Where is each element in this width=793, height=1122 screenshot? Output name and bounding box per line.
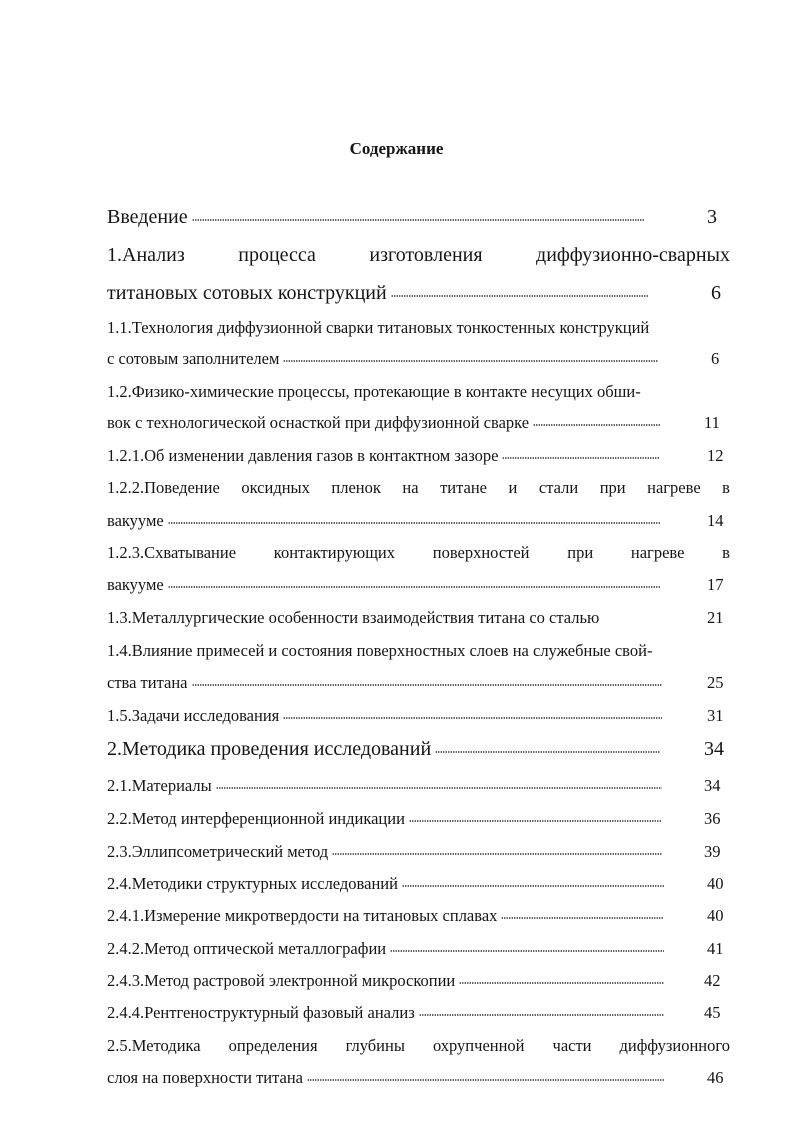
toc-entry-text: 2.4.Методики структурных исследований xyxy=(107,874,398,893)
toc-entry-chapter-1-line-2[interactable] xyxy=(107,277,730,305)
toc-entry-text: 2.1.Материалы xyxy=(107,776,212,795)
toc-word: оксидных xyxy=(241,478,310,497)
toc-word: титане xyxy=(440,478,488,497)
toc-word: диффузионно-сварных xyxy=(536,244,730,266)
toc-entry-text: 2.2.Метод интерференционной индикации xyxy=(107,809,405,828)
toc-entry-1-4-line-2[interactable] xyxy=(107,669,730,693)
toc-word: при xyxy=(599,478,626,497)
toc-word: процесса xyxy=(238,244,316,266)
toc-entry-2-4-3[interactable] xyxy=(107,967,730,991)
page-number: 25 xyxy=(707,673,724,692)
page-number: 46 xyxy=(707,1068,724,1087)
toc-entry-1-3[interactable] xyxy=(107,604,730,628)
leader-dots xyxy=(402,883,664,889)
toc-entry-text: 2.Методика проведения исследований xyxy=(107,738,432,760)
toc-entry-1-1-line-1[interactable] xyxy=(107,314,730,338)
toc-entry-1-2-3-line-2[interactable] xyxy=(107,571,730,595)
page-number: 42 xyxy=(704,971,721,990)
toc-entry-1-2-line-1[interactable] xyxy=(107,378,730,402)
toc-entry-text: вок с технологической оснасткой при диффузионной сварке xyxy=(107,413,530,432)
page-number: 17 xyxy=(707,575,724,594)
toc-entry-1-4-line-1[interactable] xyxy=(107,637,730,661)
leader-dots xyxy=(391,293,648,299)
toc-entry-2-4[interactable] xyxy=(107,870,730,894)
toc-word: нагреве xyxy=(647,478,701,497)
toc-word: части xyxy=(552,1036,592,1055)
toc-entry-text: 2.3.Эллипсометрический метод xyxy=(107,842,329,861)
leader-dots xyxy=(216,785,662,791)
toc-entry-text: 2.4.4.Рентгеноструктурный фазовый анализ xyxy=(107,1003,415,1022)
toc-entry-text: вакууме xyxy=(107,511,164,530)
page-number: 11 xyxy=(704,413,720,432)
toc-entry-1-2-2-line-1[interactable] xyxy=(107,474,730,498)
toc-entry-text: 2.4.1.Измерение микротвердости на титановых сплавах xyxy=(107,906,498,925)
toc-entry-text: слоя на поверхности титана xyxy=(107,1068,303,1087)
toc-entry-1-2-2-line-2[interactable] xyxy=(107,507,730,531)
toc-entry-2-3[interactable] xyxy=(107,838,730,862)
leader-dots xyxy=(501,915,664,921)
toc-word: при xyxy=(567,543,594,562)
toc-entry-2-1[interactable] xyxy=(107,772,730,796)
toc-word: определения xyxy=(228,1036,318,1055)
toc-word: 1.2.2.Поведение xyxy=(107,478,220,497)
toc-entry-2-5-line-1[interactable] xyxy=(107,1032,730,1056)
page-number: 40 xyxy=(707,906,724,925)
toc-entry-1-2-3-line-1[interactable] xyxy=(107,539,730,563)
page-number: 31 xyxy=(707,706,724,725)
page-number: 41 xyxy=(707,939,724,958)
leader-dots xyxy=(419,1012,664,1018)
toc-entry-text: 2.4.3.Метод растровой электронной микроскопии xyxy=(107,971,456,990)
toc-word: в xyxy=(722,543,730,562)
leader-dots xyxy=(192,217,645,223)
leader-dots xyxy=(332,851,662,857)
page-title: Содержание xyxy=(349,139,444,158)
toc-entry-1-2-line-2[interactable] xyxy=(107,409,730,433)
page-number: 21 xyxy=(707,608,724,627)
toc-word: и xyxy=(508,478,518,497)
toc-entry-text: 2.4.2.Метод оптической металлографии xyxy=(107,939,387,958)
leader-dots xyxy=(502,455,660,461)
toc-entry-introduction[interactable] xyxy=(107,201,730,229)
leader-dots xyxy=(409,818,662,824)
toc-entry-text: 1.5.Задачи исследования xyxy=(107,706,280,725)
toc-entry-1-5[interactable] xyxy=(107,702,730,726)
leader-dots xyxy=(459,980,664,986)
leader-dots xyxy=(307,1077,664,1083)
toc-word: охрупченной xyxy=(432,1036,525,1055)
toc-entry-2-4-2[interactable] xyxy=(107,935,730,959)
leader-dots xyxy=(390,948,664,954)
toc-entry-text: титановых сотовых конструкций xyxy=(107,282,387,304)
leader-dots xyxy=(283,715,662,721)
page-number: 34 xyxy=(704,738,724,760)
leader-dots xyxy=(168,584,660,590)
leader-dots xyxy=(283,358,658,364)
toc-entry-text: с сотовым заполнителем xyxy=(107,349,280,368)
page-number: 6 xyxy=(711,282,721,304)
toc-word: диффузионного xyxy=(619,1036,730,1055)
toc-word: на xyxy=(402,478,419,497)
toc-word: поверхностей xyxy=(432,543,530,562)
page-number: 3 xyxy=(707,206,717,228)
toc-entry-text: 1.3.Металлургические особенности взаимодействия титана со сталью xyxy=(107,608,600,627)
toc-entry-text: 1.4.Влияние примесей и состояния поверхностных слоев на служебные свой- xyxy=(107,641,653,660)
page-number: 14 xyxy=(707,511,724,530)
page-number: 34 xyxy=(704,776,721,795)
leader-dots xyxy=(192,682,663,688)
toc-entry-chapter-1-line-1[interactable] xyxy=(107,239,730,267)
page-number: 40 xyxy=(707,874,724,893)
toc-word: глубины xyxy=(345,1036,405,1055)
toc-word: в xyxy=(722,478,730,497)
page-number: 36 xyxy=(704,809,721,828)
toc-entry-2-5-line-2[interactable] xyxy=(107,1064,730,1088)
leader-dots xyxy=(168,520,660,526)
toc-word: контактирующих xyxy=(273,543,395,562)
toc-word: изготовления xyxy=(369,244,483,266)
toc-entry-chapter-2[interactable] xyxy=(107,733,730,761)
page-number: 6 xyxy=(711,349,720,368)
toc-entry-text: 1.2.Физико-химические процессы, протекающие в контакте несущих обши- xyxy=(107,382,641,401)
page-number: 39 xyxy=(704,842,721,861)
toc-entry-2-4-4[interactable] xyxy=(107,999,730,1023)
toc-entry-text: 1.2.1.Об изменении давления газов в контактном зазоре xyxy=(107,446,499,465)
toc-entry-1-1-line-2[interactable] xyxy=(107,345,730,369)
page-number: 45 xyxy=(704,1003,721,1022)
toc-word: 1.Анализ xyxy=(107,244,185,266)
leader-dots xyxy=(533,422,660,428)
toc-word: пленок xyxy=(331,478,381,497)
toc-entry-1-2-1[interactable] xyxy=(107,442,730,466)
toc-entry-text: Введение xyxy=(107,206,188,228)
toc-entry-2-2[interactable] xyxy=(107,805,730,829)
toc-word: нагреве xyxy=(630,543,685,562)
toc-entry-text: ства титана xyxy=(107,673,188,692)
page-number: 12 xyxy=(707,446,724,465)
toc-word: 2.5.Методика xyxy=(107,1036,201,1055)
toc-word: стали xyxy=(538,478,579,497)
toc-entry-2-4-1[interactable] xyxy=(107,902,730,926)
toc-entry-text: 1.1.Технология диффузионной сварки титановых тонкостенных конструкций xyxy=(107,318,650,337)
toc-word: 1.2.3.Схватывание xyxy=(107,543,237,562)
toc-entry-text: вакууме xyxy=(107,575,164,594)
leader-dots xyxy=(435,749,660,755)
